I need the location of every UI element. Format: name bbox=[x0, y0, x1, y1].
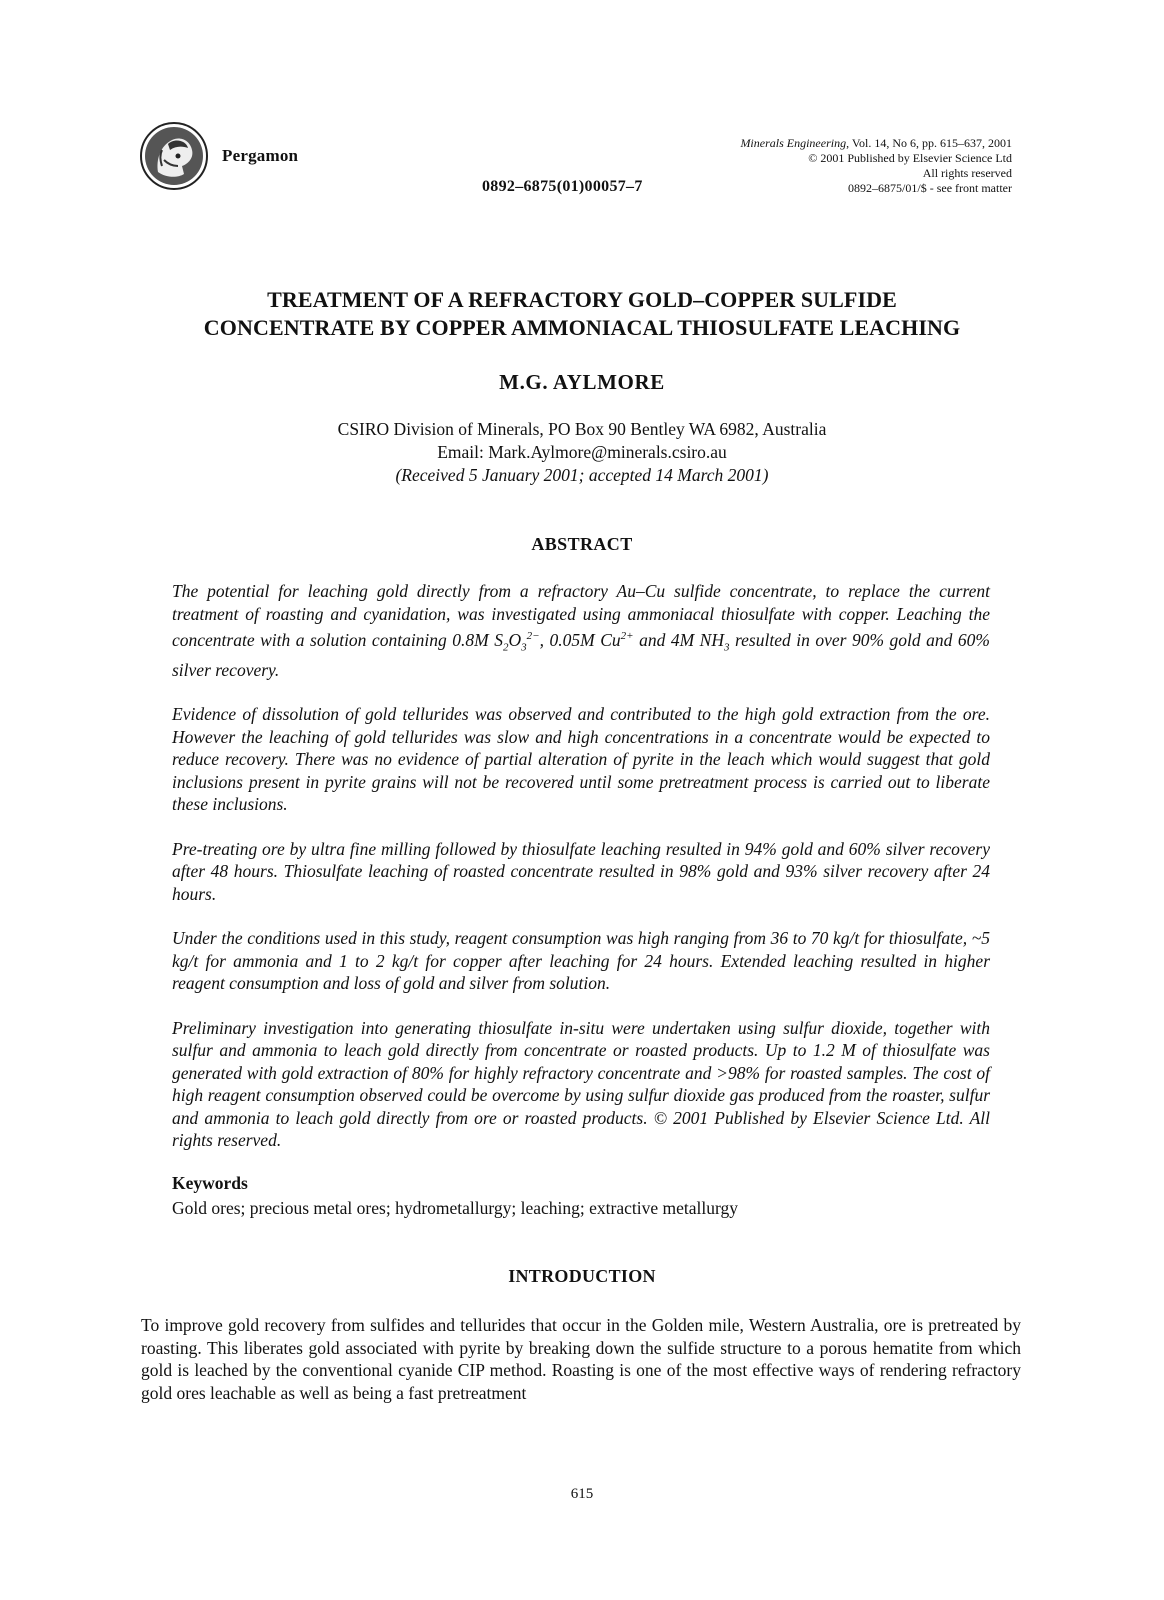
journal-name: Minerals Engineering bbox=[740, 136, 847, 150]
issn-line: 0892–6875/01/$ - see front matter bbox=[848, 181, 1012, 195]
author-name: M.G. AYLMORE bbox=[499, 370, 665, 394]
abstract-paragraph: The potential for leaching gold directly from a refractory Au–Cu sulfide concentrate, to replace the current treatment of roasting and cyanidation, was investigated using ammoniacal thiosulfate with copper. Leaching the concentrate with a solution containing 0.8M $S_2O_3^{2-}$, 0.05M $Cu^{2+}$ and 4M $NH_3$ resulted in over 90% gold and 60% silver recovery. bbox=[172, 581, 991, 680]
email: Email: Mark.Aylmore@minerals.csiro.au bbox=[437, 442, 727, 462]
publisher-name: Pergamon bbox=[222, 146, 299, 165]
title-line-1: TREATMENT OF A REFRACTORY GOLD–COPPER SULFIDE bbox=[267, 287, 897, 312]
doi-code: 0892–6875(01)00057–7 bbox=[482, 178, 643, 195]
journal-details: , Vol. 14, No 6, pp. 615–637, 2001 bbox=[846, 136, 1012, 150]
journal-info bbox=[740, 136, 1012, 196]
affiliation-block bbox=[0, 418, 1164, 487]
introduction-text: To improve gold recovery from sulfides and tellurides that occur in the Golden mile, Western Australia, ore is pretreated by roasting. This liberates gold associated with pyrite by breaking down the sulfide structure to a porous hematite from which gold is leached by the conventional cyanide CIP method. Roasting is one of the most effective ways of rendering refractory gold ores leachable as well as being a fast pretreatment bbox=[141, 1315, 1021, 1403]
keywords-list: Gold ores; precious metal ores; hydrometallurgy; leaching; extractive metallurgy bbox=[172, 1198, 738, 1218]
abstract-paragraph: Under the conditions used in this study, reagent consumption was high ranging from 36 to 70 kg/t for thiosulfate, ~5 kg/t for ammonia and 1 to 2 kg/t for copper after leaching for 24 hours. Extended leaching resulted in higher reagent consumption and loss of gold and silver from solution. bbox=[172, 928, 990, 994]
abstract-paragraph: Preliminary investigation into generating thiosulfate in-situ were undertaken using sulfur dioxide, together with sulfur and ammonia to leach gold directly from concentrate or roasted products. Up to 1.2 M of thiosulfate was generated with gold extraction of 80% for highly refractory concentrate and >98% for roasted samples. The cost of high reagent consumption observed could be overcome by using sulfur dioxide gas produced from the roaster, sulfur and ammonia to leach gold directly from ore or roasted products. © 2001 Published by Elsevier Science Ltd. All rights reserved. bbox=[172, 1017, 990, 1151]
journal-citation bbox=[740, 136, 1012, 151]
received-dates: (Received 5 January 2001; accepted 14 March 2001) bbox=[395, 465, 769, 485]
abstract-body bbox=[172, 580, 990, 1174]
abstract-paragraph: Evidence of dissolution of gold tellurides was observed and contributed to the high gold extraction from the ore. However the leaching of gold tellurides was slow and high concentrations in a concentrate would be expected to reduce recovery. There was no evidence of partial alteration of pyrite in the leach which would suggest that gold inclusions present in pyrite grains will not be recovered until some pretreatment process is carried out to liberate these inclusions. bbox=[172, 704, 990, 815]
copyright-line: © 2001 Published by Elsevier Science Ltd bbox=[808, 151, 1012, 165]
affiliation: CSIRO Division of Minerals, PO Box 90 Bentley WA 6982, Australia bbox=[337, 419, 827, 439]
abstract-heading: ABSTRACT bbox=[531, 534, 633, 554]
rights-line: All rights reserved bbox=[922, 166, 1012, 180]
title-line-2: CONCENTRATE BY COPPER AMMONIACAL THIOSULFATE LEACHING bbox=[203, 315, 961, 340]
publisher-logo-icon bbox=[138, 120, 210, 192]
abstract-paragraph: Pre-treating ore by ultra fine milling followed by thiosulfate leaching resulted in 94% gold and 60% silver recovery after 48 hours. Thiosulfate leaching of roasted concentrate resulted in 98% gold and 93% silver recovery after 24 hours. bbox=[172, 838, 990, 904]
paper-title bbox=[0, 286, 1164, 342]
introduction-heading: INTRODUCTION bbox=[508, 1266, 656, 1286]
keywords-heading: Keywords bbox=[172, 1173, 248, 1193]
page-number: 615 bbox=[570, 1486, 594, 1502]
